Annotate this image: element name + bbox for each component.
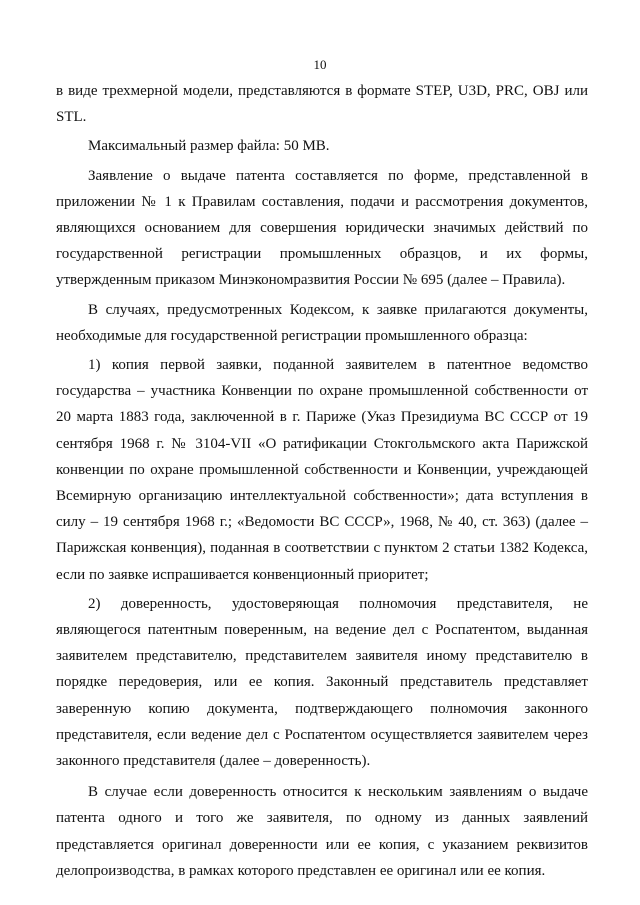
document-body <box>56 78 588 884</box>
paragraph-continuation: в виде трехмерной модели, представляются в формате STEP, U3D, PRC, OBJ или STL. <box>56 83 588 126</box>
page-number: 10 <box>313 57 327 72</box>
paragraph-attached-documents: В случаях, предусмотренных Кодексом, к заявке прилагаются документы, необходимые для государственной регистрации промышленного образца: <box>56 301 588 344</box>
paragraph-multiple-applications: В случае если доверенность относится к нескольким заявлениям о выдаче патента одного и того же заявителя, по одному из данных заявлений представляется оригинал доверенности или ее копия, с указанием реквизитов делопроизводства, в рамках которого представлен ее оригинал или ее копия. <box>56 784 588 879</box>
paragraph-item-1-first-application-copy: 1) копия первой заявки, поданной заявителем в патентное ведомство государства – участника Конвенции по охране промышленной собственности от 20 марта 1883 года, заключенной в г. Париже (Указ Президиума ВС СССР от 19 сентября 1968 г. № 3104-VII «О ратификации Стокгольмского акта Парижской конвенции по охране промышленной собственности и Конвенции, учреждающей Всемирную организацию интеллектуальной собственности»; дата вступления в силу – 19 сентября 1968 г.; «Ведомости ВС СССР», 1968, № 40, ст. 363) (далее – Парижская конвенция), поданная в соответствии с пунктом 2 статьи 1382 Кодекса, если по заявке испрашивается конвенционный приоритет; <box>56 357 588 583</box>
paragraph-item-2-power-of-attorney: 2) доверенность, удостоверяющая полномочия представителя, не являющегося патентным поверенным, на ведение дел с Роспатентом, выданная заявителем представителю, представителем заявителя иному представителю в порядке передоверия, или ее копия. Законный представитель представляет заверенную копию документа, подтверждающего полномочия законного представителя, если ведение дел с Роспатентом осуществляется заявителем через законного представителя (далее – доверенность). <box>56 595 588 770</box>
paragraph-application-form: Заявление о выдаче патента составляется по форме, представленной в приложении № 1 к Правилам составления, подачи и рассмотрения документов, являющихся основанием для совершения юридически значимых действий по государственной регистрации промышленных образцов, и их формы, утвержденным приказом Минэкономразвития России № 695 (далее – Правила). <box>56 167 588 289</box>
paragraph-max-file-size: Максимальный размер файла: 50 MB. <box>88 138 330 155</box>
